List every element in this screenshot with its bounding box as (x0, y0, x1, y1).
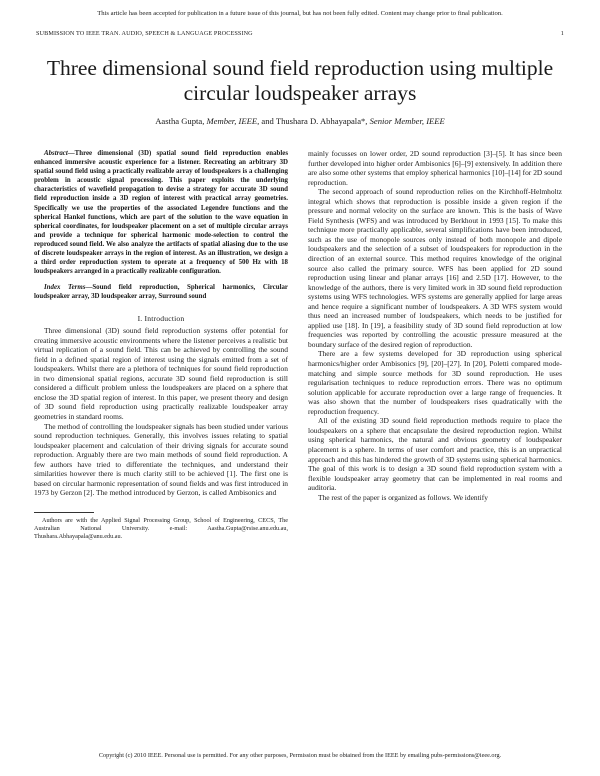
page-number: 1 (560, 30, 564, 37)
intro-paragraph-1: Three dimensional (3D) sound field reproduction systems offer potential for creating immersive acoustic environments where the listener perceives a realistic but virtual replication of a sound field. This can be achieved by controlling the sound field in a defined spatial region of interest using the signals emitted from a set of loudspeakers. Whilst there are a plethora of techniques for sound field reproduction in two dimensional spatial regions, accurate 3D sound field reproduction is still considered a difficult problem unless the loudspeakers are placed on a sphere that enclose the 3D spatial region of interest. In this paper, we present theory and design of 3D sound field reproduction using practically realizable loudspeaker array geometries in standard rooms. (34, 326, 288, 421)
running-header (36, 30, 564, 37)
author-1: Aastha Gupta, (155, 116, 205, 126)
left-column (34, 149, 288, 541)
abstract-label: Abstract (44, 150, 68, 157)
right-paragraph-1: mainly focusses on lower order, 2D sound reproduction [3]–[5]. It has since been further developed into higher order Ambisonics [6]–[9] extensively. In addition there are also some other systems that employ spherical harmonics [10]–[14] for 2D sound reproduction. (308, 149, 562, 187)
copyright-notice: Copyright (c) 2010 IEEE. Personal use is permitted. For any other purposes, Permission must be obtained from the IEEE by emailing pubs-permissions@ieee.org. (98, 752, 502, 759)
footnote-divider (34, 512, 94, 513)
publication-notice: This article has been accepted for publication in a future issue of this journal, but has not been fully edited. Content may change prior to final publication. (97, 10, 503, 17)
right-paragraph-5: The rest of the paper is organized as follows. We identify (318, 492, 488, 502)
right-paragraph-4: All of the existing 3D sound field reproduction methods require to place the loudspeakers on a sphere that encapsulate the desired reproduction region. Whilst using spherical harmonics, the natural and obvious geometry of loudspeaker placement is a sphere. In terms of user comfort and practice, this is an unpractical approach and this has hindered the growth of 3D systems using spherical harmonics. The goal of this work is to design a 3D sound field reproduction system with a flexible loudspeaker array geometry that can be implemented in real rooms and auditoria. (308, 416, 562, 493)
author-line (36, 116, 564, 126)
author-1-role: Member, IEEE, (206, 116, 260, 126)
intro-paragraph-2: The method of controlling the loudspeaker signals has been studied under various sound reproduction techniques. Generally, this involves issues relating to spatial loudspeaker placement and calculation of their driving signals for accurate sound reproduction. Arguably there are two main methods of sound field reproduction. A few authors have tried to differentiate the techniques, and understand their similarities however there is much clarity still to be achieved [1]. The first one is based on circular harmonic representation of sound fields and was first introduced in 1973 by Gerzon [2]. The method introduced by Gerzon, is called Ambisonics and (34, 421, 288, 498)
index-terms-label: Index Terms (44, 284, 86, 292)
abstract (34, 149, 288, 276)
author-affiliation-footnote: Authors are with the Applied Signal Processing Group, School of Engineering, CECS, The Australian National University. e-mail: Aastha.Gupta@rsise.anu.edu.au, Thushara.Abhayapala@anu.edu.au. (34, 516, 288, 540)
author-2-role: Senior Member, IEEE (369, 116, 445, 126)
index-terms (34, 283, 288, 301)
right-paragraph-3: There are a few systems developed for 3D reproduction using spherical harmonics/higher order Ambisonics [9], [20]–[27]. In [20], Poletti compared mode-matching and simple source methods for 3D sound reproduction. He uses regularisation techniques to reduce reproduction errors. There was no optimum solution applicable for accurate reproduction over a large range of frequencies. It was also shown that the number of loudspeakers rises quadratically with the reproduction frequency. (308, 349, 562, 416)
abstract-text: —Three dimensional (3D) spatial sound field reproduction enables enhanced immersive acoustic experience for a listener. Recreating an arbitrary 3D spatial sound field using a practically realizable array of loudspeakers is a challenging problem in acoustic signal processing. This paper exploits the underlying characteristics of wavefield propagation to devise a strategy for accurate 3D sound field reproduction inside a 3D region of interest with practical array geometries. Specifically we use the properties of the associated Legendre functions and the spherical Hankel functions, which are part of the solution to the wave equation in spherical coordinates, for loudspeaker placement on a set of multiple circular arrays and provide a technique for spherical harmonic mode-selection to control the reproduced sound field. We also analyze the artifacts of spatial aliasing due to the use of discrete loudspeaker arrays in the region of interest. As an illustration, we design a a third order reproduction system to operate at a frequency of 500 Hz with 18 loudspeakers arranged in a practically realizable configuration. (34, 150, 288, 276)
journal-name: SUBMISSION TO IEEE TRAN. AUDIO, SPEECH & LANGUAGE PROCESSING (36, 30, 253, 37)
paper-title: Three dimensional sound field reproduction using multiple circular loudspeaker arrays (46, 56, 554, 105)
section-heading-introduction: I. Introduction (137, 313, 185, 323)
index-terms-text: —Sound field reproduction, Spherical harmonics, Circular loudspeaker array, 3D loudspeaker array, Surround sound (34, 284, 288, 301)
author-connector: and Thushara D. Abhayapala*, (261, 116, 368, 126)
right-column (308, 149, 562, 502)
right-paragraph-2: The second approach of sound reproduction relies on the Kirchhoff-Helmholtz integral which shows that reproduction is possible inside a given region if the pressure and normal velocity on the surface are known. This is the basis of Wave Field Synthesis (WFS) and was introduced by Berkhout in 1993 [15]. To make this technique more practically applicable, several simplifications have been introduced, such as the use of monopole sources only instead of both monopole and dipole loudspeakers and the selection of a subset of loudspeakers for reproduction in the direction of an external source. This method requires knowledge of the original source also called the primary source. WFS has been applied for 2D sound reproduction using linear and planar arrays [16] and 2.5D [17]. However, to the knowledge of the authors, there is very limited work in 3D sound field reproduction systems using WFS technologies. WFS systems are generally applied for large areas and hence require a significant number of loudspeakers. A 3D WFS system would thus need an increased number of loudspeakers, which needs to be justified for applied use [18]. In [19], a feasibility study of 3D sound field reproduction at low frequencies was reported by controlling the acoustic pressure measured at the boundary surface of the desired region of reproduction. (308, 187, 562, 349)
